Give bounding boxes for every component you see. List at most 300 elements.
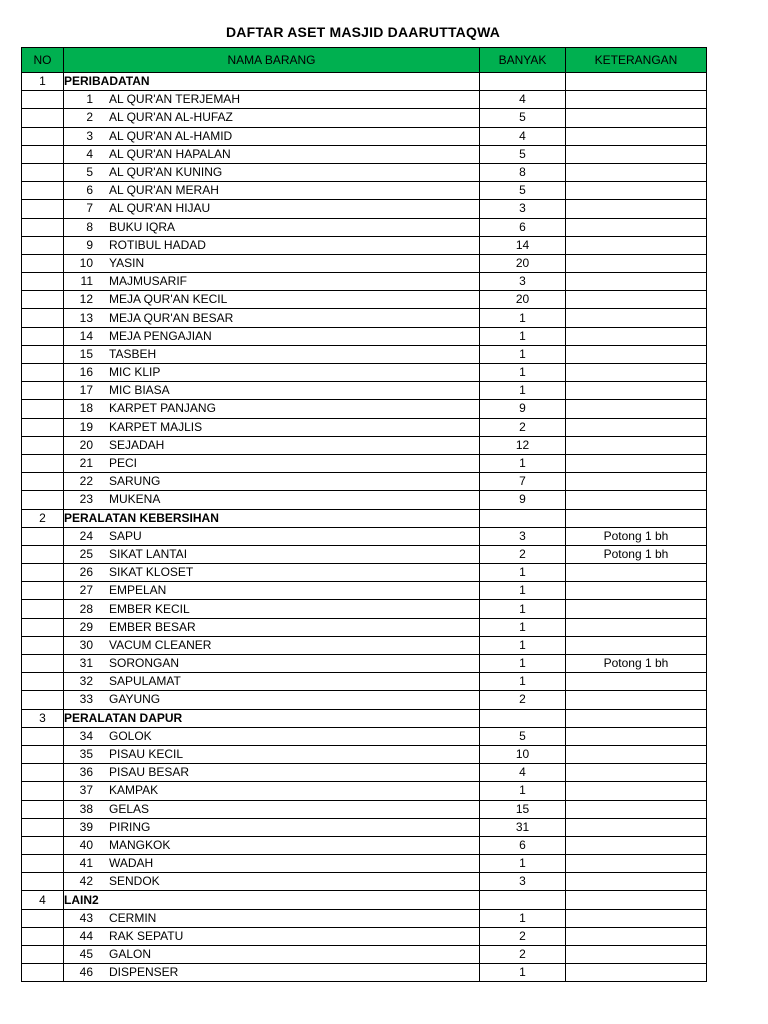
item-number: 25 [79, 546, 93, 561]
item-quantity: 4 [480, 127, 566, 145]
item-note [566, 691, 707, 709]
table-row [22, 946, 707, 964]
item-number: 40 [79, 837, 93, 852]
row-no-cell [22, 327, 64, 345]
item-number: 37 [79, 783, 93, 798]
table-row [22, 436, 707, 454]
row-no-cell [22, 636, 64, 654]
item-name: VACUM CLEANER [109, 637, 212, 652]
table-row [22, 873, 707, 891]
item-note [566, 946, 707, 964]
item-name: KAMPAK [109, 783, 159, 798]
row-no-cell [22, 182, 64, 200]
item-cell [64, 473, 480, 491]
category-note-cell [566, 709, 707, 727]
item-quantity: 6 [480, 836, 566, 854]
table-row [22, 727, 707, 745]
item-quantity: 9 [480, 400, 566, 418]
item-number: 10 [79, 255, 93, 270]
table-row [22, 818, 707, 836]
row-no-cell [22, 163, 64, 181]
item-name: SAPU [109, 528, 142, 543]
table-row [22, 418, 707, 436]
item-note [566, 454, 707, 472]
item-name: EMBER KECIL [109, 601, 190, 616]
row-no-cell [22, 473, 64, 491]
row-no-cell [22, 946, 64, 964]
item-cell [64, 909, 480, 927]
item-note [566, 782, 707, 800]
item-name: DISPENSER [109, 965, 179, 980]
category-row [22, 891, 707, 909]
item-number: 21 [79, 456, 93, 471]
table-row [22, 400, 707, 418]
table-row [22, 964, 707, 982]
row-no-cell [22, 527, 64, 545]
item-quantity: 1 [480, 309, 566, 327]
item-cell [64, 745, 480, 763]
item-quantity: 5 [480, 182, 566, 200]
row-no-cell [22, 782, 64, 800]
item-name: AL QUR'AN HAPALAN [109, 146, 231, 161]
item-quantity: 4 [480, 91, 566, 109]
row-no-cell [22, 800, 64, 818]
item-quantity: 1 [480, 582, 566, 600]
item-note [566, 109, 707, 127]
table-row [22, 145, 707, 163]
item-name: SAPULAMAT [109, 674, 181, 689]
item-quantity: 2 [480, 418, 566, 436]
row-no-cell [22, 436, 64, 454]
item-cell [64, 636, 480, 654]
table-row [22, 109, 707, 127]
item-name: PISAU BESAR [109, 765, 190, 780]
item-number: 43 [79, 910, 93, 925]
row-no-cell [22, 691, 64, 709]
item-name: SIKAT LANTAI [109, 546, 188, 561]
table-row [22, 527, 707, 545]
item-quantity: 8 [480, 163, 566, 181]
item-number: 30 [79, 637, 93, 652]
row-no-cell [22, 655, 64, 673]
category-note-cell [566, 891, 707, 909]
item-quantity: 3 [480, 273, 566, 291]
row-no-cell [22, 91, 64, 109]
item-quantity: 5 [480, 109, 566, 127]
category-note-cell [566, 509, 707, 527]
item-cell [64, 927, 480, 945]
item-cell [64, 418, 480, 436]
row-no-cell [22, 964, 64, 982]
item-quantity: 1 [480, 382, 566, 400]
item-quantity: 3 [480, 527, 566, 545]
item-note: Potong 1 bh [566, 655, 707, 673]
item-name: GELAS [109, 801, 150, 816]
table-row [22, 345, 707, 363]
item-name: MEJA QUR'AN KECIL [109, 292, 228, 307]
table-row [22, 836, 707, 854]
item-number: 45 [79, 947, 93, 962]
item-cell [64, 327, 480, 345]
item-number: 6 [86, 183, 93, 198]
row-no-cell [22, 273, 64, 291]
item-cell [64, 727, 480, 745]
item-cell [64, 145, 480, 163]
item-name: WADAH [109, 856, 154, 871]
item-number: 14 [79, 328, 93, 343]
item-note [566, 727, 707, 745]
item-number: 9 [86, 237, 93, 252]
item-note [566, 873, 707, 891]
item-note [566, 145, 707, 163]
item-number: 44 [79, 928, 93, 943]
table-row [22, 454, 707, 472]
item-name: MEJA PENGAJIAN [109, 328, 212, 343]
table-row [22, 291, 707, 309]
document-title: DAFTAR ASET MASJID DAARUTTAQWA [225, 24, 501, 40]
item-name: PISAU KECIL [109, 747, 184, 762]
table-row [22, 600, 707, 618]
item-number: 22 [79, 474, 93, 489]
item-quantity: 31 [480, 818, 566, 836]
table-row [22, 545, 707, 563]
item-number: 23 [79, 492, 93, 507]
row-no-cell [22, 309, 64, 327]
table-row [22, 200, 707, 218]
table-row [22, 673, 707, 691]
table-row [22, 636, 707, 654]
row-no-cell [22, 400, 64, 418]
table-row [22, 582, 707, 600]
item-quantity: 1 [480, 673, 566, 691]
item-quantity: 5 [480, 145, 566, 163]
item-note [566, 418, 707, 436]
item-quantity: 1 [480, 655, 566, 673]
item-note [566, 236, 707, 254]
table-row [22, 127, 707, 145]
item-cell [64, 454, 480, 472]
category-name: LAIN2 [64, 891, 480, 909]
item-note [566, 764, 707, 782]
item-number: 4 [86, 146, 93, 161]
item-name: CERMIN [109, 910, 157, 925]
item-cell [64, 109, 480, 127]
item-number: 12 [79, 292, 93, 307]
row-no-cell [22, 382, 64, 400]
item-name: AL QUR'AN MERAH [109, 183, 219, 198]
item-quantity: 14 [480, 236, 566, 254]
item-quantity: 1 [480, 782, 566, 800]
item-quantity: 1 [480, 345, 566, 363]
item-note [566, 200, 707, 218]
table-row [22, 764, 707, 782]
item-name: SARUNG [109, 474, 161, 489]
table-row [22, 909, 707, 927]
item-name: GALON [109, 947, 152, 962]
category-qty-cell [480, 709, 566, 727]
category-qty-cell [480, 509, 566, 527]
item-name: PIRING [109, 819, 151, 834]
item-name: MIC BIASA [109, 383, 170, 398]
row-no-cell [22, 109, 64, 127]
item-name: PECI [109, 456, 138, 471]
row-no-cell [22, 291, 64, 309]
table-row [22, 236, 707, 254]
item-quantity: 20 [480, 291, 566, 309]
item-name: EMPELAN [109, 583, 167, 598]
item-number: 27 [79, 583, 93, 598]
category-number: 4 [22, 891, 64, 909]
item-number: 15 [79, 346, 93, 361]
item-note [566, 600, 707, 618]
item-note [566, 636, 707, 654]
category-qty-cell [480, 73, 566, 91]
row-no-cell [22, 254, 64, 272]
item-quantity: 2 [480, 691, 566, 709]
item-quantity: 10 [480, 745, 566, 763]
item-cell [64, 382, 480, 400]
category-number: 2 [22, 509, 64, 527]
item-note [566, 273, 707, 291]
row-no-cell [22, 727, 64, 745]
item-quantity: 9 [480, 491, 566, 509]
item-name: KARPET PANJANG [109, 401, 216, 416]
item-cell [64, 91, 480, 109]
item-note [566, 163, 707, 181]
row-no-cell [22, 745, 64, 763]
row-no-cell [22, 236, 64, 254]
item-number: 13 [79, 310, 93, 325]
item-number: 1 [86, 92, 93, 107]
item-quantity: 1 [480, 909, 566, 927]
category-number: 3 [22, 709, 64, 727]
item-note [566, 327, 707, 345]
item-note [566, 855, 707, 873]
item-cell [64, 618, 480, 636]
item-quantity: 7 [480, 473, 566, 491]
table-row [22, 745, 707, 763]
item-cell [64, 582, 480, 600]
item-number: 28 [79, 601, 93, 616]
header-no: NO [22, 48, 64, 73]
table-row [22, 782, 707, 800]
category-name: PERALATAN KEBERSIHAN [64, 509, 480, 527]
category-row [22, 73, 707, 91]
item-number: 33 [79, 692, 93, 707]
item-note [566, 564, 707, 582]
table-header [22, 48, 707, 73]
table-row [22, 927, 707, 945]
category-note-cell [566, 73, 707, 91]
item-note [566, 800, 707, 818]
item-note [566, 309, 707, 327]
item-note: Potong 1 bh [566, 527, 707, 545]
table-row [22, 655, 707, 673]
item-quantity: 15 [480, 800, 566, 818]
item-cell [64, 527, 480, 545]
item-note [566, 964, 707, 982]
item-cell [64, 218, 480, 236]
item-name: SORONGAN [109, 656, 180, 671]
item-number: 26 [79, 565, 93, 580]
item-number: 39 [79, 819, 93, 834]
row-no-cell [22, 873, 64, 891]
item-quantity: 20 [480, 254, 566, 272]
item-cell [64, 964, 480, 982]
item-quantity: 1 [480, 855, 566, 873]
row-no-cell [22, 855, 64, 873]
item-number: 35 [79, 747, 93, 762]
item-name: SEJADAH [109, 437, 165, 452]
item-number: 32 [79, 674, 93, 689]
table-row [22, 473, 707, 491]
table-body [22, 73, 707, 982]
item-quantity: 3 [480, 873, 566, 891]
item-number: 8 [86, 219, 93, 234]
item-name: MEJA QUR'AN BESAR [109, 310, 234, 325]
item-name: AL QUR'AN AL-HUFAZ [109, 110, 233, 125]
item-note [566, 582, 707, 600]
row-no-cell [22, 836, 64, 854]
item-number: 29 [79, 619, 93, 634]
item-cell [64, 782, 480, 800]
category-number: 1 [22, 73, 64, 91]
table-row [22, 309, 707, 327]
item-number: 38 [79, 801, 93, 816]
item-note [566, 382, 707, 400]
asset-table [21, 47, 707, 982]
header-note: KETERANGAN [566, 48, 707, 73]
item-note [566, 436, 707, 454]
item-number: 34 [79, 728, 93, 743]
item-quantity: 3 [480, 200, 566, 218]
table-row [22, 273, 707, 291]
item-note [566, 291, 707, 309]
item-cell [64, 309, 480, 327]
item-note [566, 927, 707, 945]
item-cell [64, 200, 480, 218]
item-number: 2 [86, 110, 93, 125]
table-row [22, 382, 707, 400]
item-name: EMBER BESAR [109, 619, 196, 634]
item-name: AL QUR'AN TERJEMAH [109, 92, 240, 107]
item-name: MIC KLIP [109, 365, 161, 380]
table-row [22, 364, 707, 382]
row-no-cell [22, 764, 64, 782]
item-cell [64, 673, 480, 691]
table-row [22, 800, 707, 818]
item-name: RAK SEPATU [109, 928, 184, 943]
item-number: 5 [86, 165, 93, 180]
item-name: MANGKOK [109, 837, 171, 852]
item-cell [64, 545, 480, 563]
row-no-cell [22, 582, 64, 600]
item-cell [64, 600, 480, 618]
category-row [22, 709, 707, 727]
item-cell [64, 855, 480, 873]
table-row [22, 91, 707, 109]
item-number: 11 [80, 274, 93, 289]
header-row [22, 48, 707, 73]
item-name: AL QUR'AN KUNING [109, 165, 223, 180]
item-note [566, 218, 707, 236]
item-note [566, 745, 707, 763]
row-no-cell [22, 454, 64, 472]
item-number: 20 [79, 437, 93, 452]
item-note: Potong 1 bh [566, 545, 707, 563]
item-cell [64, 564, 480, 582]
item-note [566, 91, 707, 109]
item-quantity: 2 [480, 545, 566, 563]
header-name: NAMA BARANG [64, 48, 480, 73]
item-note [566, 364, 707, 382]
table-row [22, 491, 707, 509]
item-name: YASIN [109, 255, 145, 270]
item-quantity: 2 [480, 927, 566, 945]
item-cell [64, 364, 480, 382]
item-note [566, 254, 707, 272]
item-quantity: 1 [480, 327, 566, 345]
row-no-cell [22, 145, 64, 163]
row-no-cell [22, 200, 64, 218]
item-note [566, 473, 707, 491]
item-quantity: 6 [480, 218, 566, 236]
item-note [566, 818, 707, 836]
item-cell [64, 254, 480, 272]
table-row [22, 855, 707, 873]
row-no-cell [22, 600, 64, 618]
item-note [566, 400, 707, 418]
item-cell [64, 291, 480, 309]
row-no-cell [22, 345, 64, 363]
table-row [22, 691, 707, 709]
item-quantity: 1 [480, 636, 566, 654]
item-note [566, 618, 707, 636]
item-quantity: 1 [480, 964, 566, 982]
item-note [566, 491, 707, 509]
item-cell [64, 946, 480, 964]
item-number: 7 [86, 201, 93, 216]
item-name: GAYUNG [109, 692, 161, 707]
row-no-cell [22, 818, 64, 836]
category-name: PERIBADATAN [64, 73, 480, 91]
table-row [22, 618, 707, 636]
item-note [566, 909, 707, 927]
row-no-cell [22, 491, 64, 509]
item-number: 46 [79, 965, 93, 980]
row-no-cell [22, 127, 64, 145]
item-number: 3 [86, 128, 93, 143]
item-cell [64, 163, 480, 181]
category-row [22, 509, 707, 527]
table-row [22, 163, 707, 181]
item-note [566, 673, 707, 691]
item-number: 24 [79, 528, 93, 543]
item-name: GOLOK [109, 728, 152, 743]
item-name: KARPET MAJLIS [109, 419, 203, 434]
item-number: 16 [79, 365, 93, 380]
item-quantity: 4 [480, 764, 566, 782]
row-no-cell [22, 909, 64, 927]
item-number: 31 [79, 656, 93, 671]
item-cell [64, 800, 480, 818]
item-quantity: 1 [480, 364, 566, 382]
item-number: 41 [79, 856, 93, 871]
item-cell [64, 491, 480, 509]
item-cell [64, 273, 480, 291]
table-row [22, 564, 707, 582]
item-name: SENDOK [109, 874, 160, 889]
